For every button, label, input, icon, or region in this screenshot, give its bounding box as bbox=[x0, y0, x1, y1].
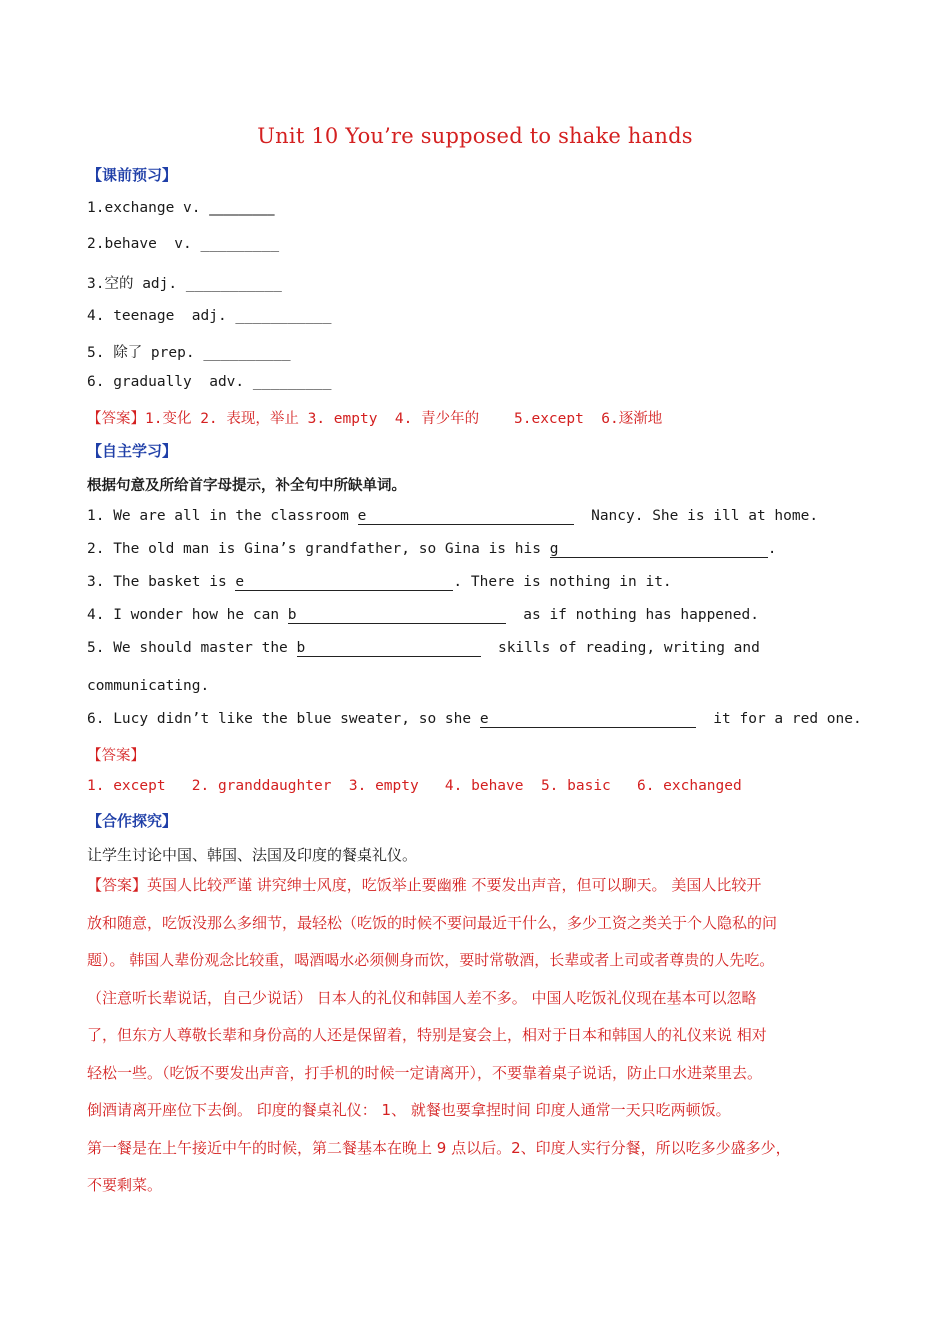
answer-line: 不要剩菜。 bbox=[87, 1176, 163, 1194]
answer-blank[interactable]: b bbox=[297, 640, 481, 657]
exercise-answer: 1. except 2. granddaughter 3. empty 4. behave 5. basic 6. exchanged bbox=[87, 778, 742, 794]
exercise-item: 6. Lucy didn’t like the blue sweater, so she e it for a red one. bbox=[87, 711, 862, 727]
exercise-item-continued: communicating. bbox=[87, 678, 210, 694]
preview-answer: 【答案】1.变化 2. 表现，举止 3. empty 4. 青少年的 5.except 6.逐渐地 bbox=[87, 411, 663, 427]
answer-line: 第一餐是在上午接近中午的时候，第二餐基本在晚上 9 点以后。2、印度人实行分餐，所以吃多少盛多少， bbox=[87, 1138, 791, 1157]
cooperative-task: 让学生讨论中国、韩国、法国及印度的餐桌礼仪。 bbox=[87, 846, 418, 864]
answer-line: 倒酒请离开座位下去倒。 印度的餐桌礼仪： 1、 就餐也要拿捏时间 印度人通常一天只吃两顿饭。 bbox=[87, 1101, 731, 1119]
document-title: Unit 10 You’re supposed to shake hands bbox=[257, 124, 693, 148]
preview-item: 3.空的 adj. ___________ bbox=[87, 276, 282, 292]
answer-line: （注意听长辈说话，自己少说话） 日本人的礼仪和韩国人差不多。 中国人吃饭礼仪现在基本可以忽略 bbox=[87, 988, 757, 1007]
preview-item: 6. gradually adv. _________ bbox=[87, 374, 332, 390]
exercise-item: 4. I wonder how he can b as if nothing has happened. bbox=[87, 607, 759, 623]
preview-item: 4. teenage adj. ___________ bbox=[87, 308, 332, 324]
exercise-item: 2. The old man is Gina’s grandfather, so Gina is his g . bbox=[87, 541, 777, 557]
preview-item: 1.exchange v. _________ bbox=[87, 200, 275, 216]
preview-item: 2.behave v. _________ bbox=[87, 236, 280, 252]
exercise-instruction: 根据句意及所给首字母提示，补全句中所缺单词。 bbox=[87, 478, 406, 494]
answer-line: 【答案】英国人比较严谨 讲究绅士风度，吃饭举止要幽雅 不要发出声音，但可以聊天。 美国人比较开 bbox=[87, 876, 762, 894]
exercise-item: 5. We should master the b skills of reading, writing and bbox=[87, 640, 760, 656]
answer-line: 放和随意，吃饭没那么多细节，最轻松（吃饭的时候不要问最近干什么，多少工资之类关于个人隐私的问 bbox=[87, 913, 778, 932]
exercise-item: 1. We are all in the classroom e Nancy. She is ill at home. bbox=[87, 508, 819, 524]
exercise-answer-label: 【答案】 bbox=[87, 748, 145, 764]
cooperative-answer bbox=[87, 867, 877, 1205]
answer-blank[interactable]: g bbox=[550, 541, 768, 558]
answer-line: 轻松一些。（吃饭不要发出声音，打手机的时候一定请离开），不要靠着桌子说话，防止口水进菜里去。 bbox=[87, 1063, 763, 1082]
section-heading-self-study: 【自主学习】 bbox=[87, 442, 178, 460]
answer-line: 了，但东方人尊敬长辈和身份高的人还是保留着，特别是宴会上，相对于日本和韩国人的礼仪来说 相对 bbox=[87, 1026, 767, 1044]
answer-line: 题）。 韩国人辈份观念比较重，喝酒喝水必须侧身而饮，要时常敬酒，长辈或者上司或者尊贵的人先吃。 bbox=[87, 951, 775, 969]
exercise-item: 3. The basket is e . There is nothing in it. bbox=[87, 574, 672, 590]
answer-blank[interactable]: b bbox=[288, 607, 506, 624]
answer-blank[interactable]: e bbox=[358, 508, 574, 525]
answer-blank[interactable]: e bbox=[235, 574, 453, 591]
preview-item: 5. 除了 prep. __________ bbox=[87, 345, 291, 361]
section-heading-cooperative: 【合作探究】 bbox=[87, 812, 178, 830]
section-heading-preview: 【课前预习】 bbox=[87, 166, 178, 184]
answer-blank[interactable]: e bbox=[480, 711, 696, 728]
